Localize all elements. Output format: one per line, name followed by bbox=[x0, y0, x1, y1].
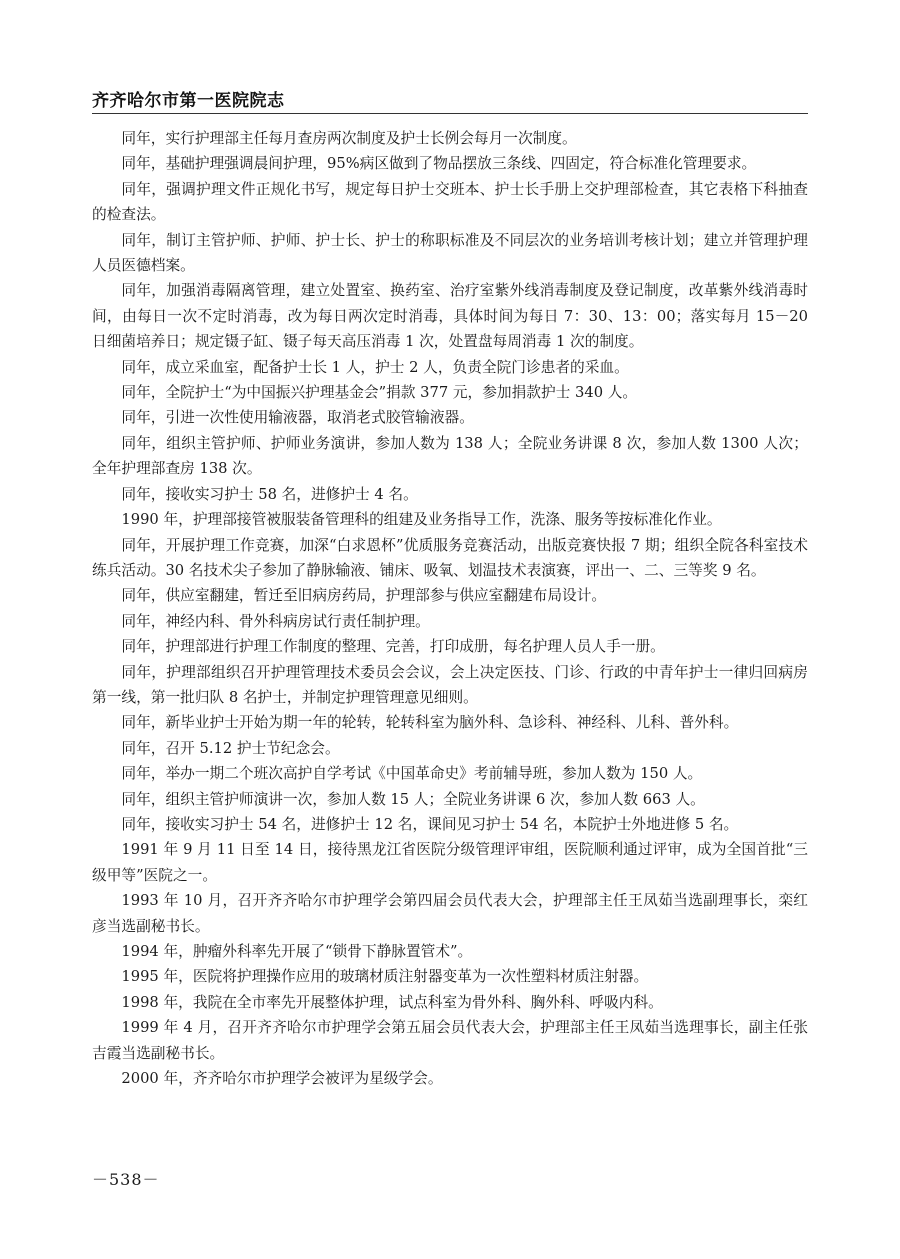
paragraph: 同年，制订主管护师、护师、护士长、护士的称职标准及不同层次的业务培训考核计划；建立并管理护理人员医德档案。 bbox=[92, 231, 808, 275]
paragraph: 1995 年，医院将护理操作应用的玻璃材质注射器变革为一次性塑料材质注射器。 bbox=[121, 968, 649, 986]
paragraph: 同年，组织主管护师、护师业务演讲，参加人数为 138 人；全院业务讲课 8 次，参加人数 1300 人次；全年护理部查房 138 次。 bbox=[92, 434, 808, 478]
paragraph: 同年，举办一期二个班次高护自学考试《中国革命史》考前辅导班，参加人数为 150 人。 bbox=[121, 765, 703, 783]
paragraph: 同年，组织主管护师演讲一次，参加人数 15 人；全院业务讲课 6 次，参加人数 663 人。 bbox=[121, 790, 705, 808]
paragraph: 同年，护理部进行护理工作制度的整理、完善，打印成册，每名护理人员人手一册。 bbox=[121, 638, 665, 656]
paragraph: 同年，新毕业护士开始为期一年的轮转，轮转科室为脑外科、急诊科、神经科、儿科、普外科。 bbox=[121, 714, 739, 732]
header-rule bbox=[92, 113, 808, 114]
running-header bbox=[92, 84, 808, 114]
paragraph: 1993 年 10 月，召开齐齐哈尔市护理学会第四届会员代表大会，护理部主任王凤茹当选副理事长，栾红彦当选副秘书长。 bbox=[92, 892, 808, 935]
paragraph: 同年，成立采血室，配备护士长 1 人，护士 2 人，负责全院门诊患者的采血。 bbox=[121, 358, 629, 376]
paragraph: 同年，强调护理文件正规化书写，规定每日护士交班本、护士长手册上交护理部检查，其它表格下科抽查的检查法。 bbox=[92, 180, 808, 224]
paragraph: 1994 年，肿瘤外科率先开展了“锁骨下静脉置管术”。 bbox=[121, 943, 473, 960]
paragraph: 同年，接收实习护士 58 名，进修护士 4 名。 bbox=[121, 485, 418, 503]
paragraph: 同年，供应室翻建，暂迁至旧病房药局，护理部参与供应室翻建布局设计。 bbox=[121, 587, 607, 605]
paragraph: 1998 年，我院在全市率先开展整体护理，试点科室为骨外科、胸外科、呼吸内科。 bbox=[121, 993, 663, 1011]
paragraph: 同年，实行护理部主任每月查房两次制度及护士长例会每月一次制度。 bbox=[121, 130, 577, 147]
paragraph: 1991 年 9 月 11 日至 14 日，接待黑龙江省医院分级管理评审组，医院顺利通过评审，成为全国首批“三级甲等”医院之一。 bbox=[92, 841, 808, 884]
paragraph: 同年，召开 5.12 护士节纪念会。 bbox=[121, 739, 340, 757]
header-title: 齐齐哈尔市第一医院院志 bbox=[92, 91, 285, 111]
paragraph: 同年，接收实习护士 54 名，进修护士 12 名，课间见习护士 54 名，本院护士外地进修 5 名。 bbox=[121, 815, 739, 833]
paragraph: 同年，引进一次性使用输液器，取消老式胶管输液器。 bbox=[121, 409, 474, 427]
page-number: －538－ bbox=[92, 1170, 160, 1189]
paragraph: 2000 年，齐齐哈尔市护理学会被评为星级学会。 bbox=[121, 1070, 443, 1088]
paragraph: 同年，加强消毒隔离管理，建立处置室、换药室、治疗室紫外线消毒制度及登记制度，改革紫外线消毒时间，由每日一次不定时消毒，改为每日两次定时消毒，具体时间为每日 7：30、13：00；落实每月 15－20 日细菌培养日；规定镊子缸、镊子每天高压消毒 1 次，处置盘每周消毒 1 次的制度。 bbox=[92, 282, 808, 351]
paragraph: 同年，基础护理强调晨间护理，95%病区做到了物品摆放三条线、四固定，符合标准化管理要求。 bbox=[121, 155, 757, 173]
paragraph: 同年，护理部组织召开护理管理技术委员会会议，会上决定医技、门诊、行政的中青年护士一律归回病房第一线，第一批归队 8 名护士，并制定护理管理意见细则。 bbox=[92, 663, 808, 706]
paragraph: 1999 年 4 月，召开齐齐哈尔市护理学会第五届会员代表大会，护理部主任王凤茹当选理事长，副主任张吉霞当选副秘书长。 bbox=[92, 1019, 808, 1062]
body-text bbox=[92, 126, 808, 1091]
paragraph: 1990 年，护理部接管被服装备管理科的组建及业务指导工作，洗涤、服务等按标准化作业。 bbox=[121, 511, 722, 529]
paragraph: 同年，开展护理工作竞赛，加深“白求恩杯”优质服务竞赛活动，出版竞赛快报 7 期；组织全院各科室技术练兵活动。30 名技术尖子参加了静脉输液、铺床、吸氧、划温技术表演赛，评出一、二、三等奖 9 名。 bbox=[92, 536, 808, 579]
paragraph: 同年，神经内科、骨外科病房试行责任制护理。 bbox=[121, 612, 430, 630]
paragraph: 同年，全院护士“为中国振兴护理基金会”捐款 377 元，参加捐款护士 340 人。 bbox=[121, 384, 638, 402]
